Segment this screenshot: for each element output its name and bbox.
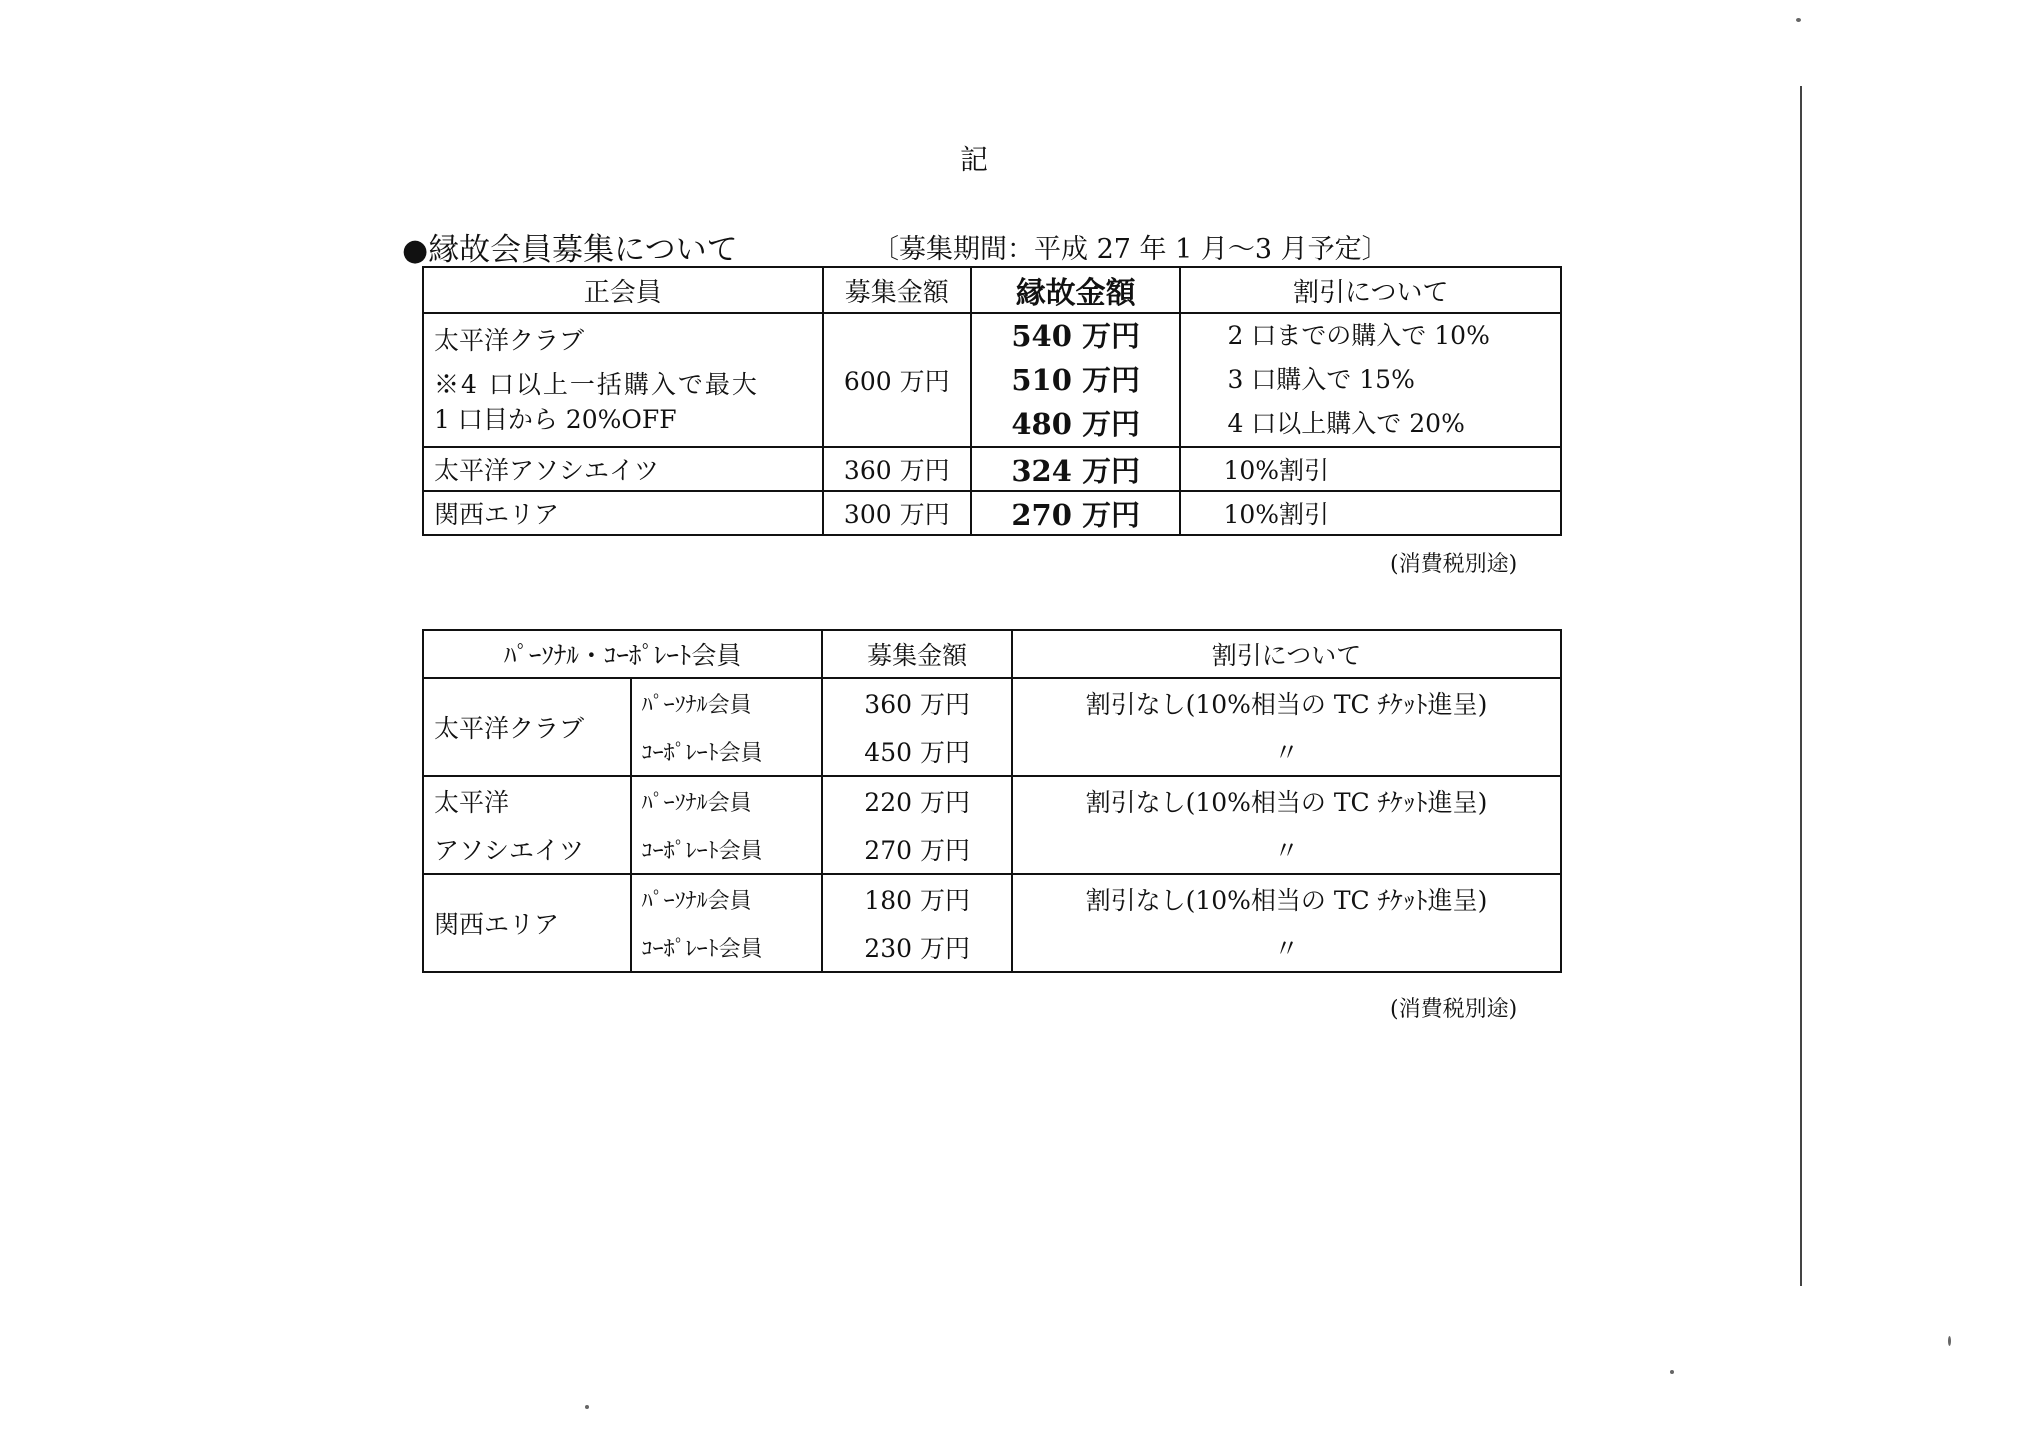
table-row: [423, 313, 1561, 447]
bullet-icon: ●: [402, 233, 429, 268]
table-row: [423, 776, 1561, 825]
member-discount: 割引なし(10%相当の TC ﾁｹｯﾄ進呈): [1012, 776, 1561, 825]
table-header-row: [423, 630, 1561, 678]
member-amount: 270 万円: [971, 491, 1181, 535]
personal-corporate-table: [422, 629, 1562, 973]
club-note: ※4 口以上一括購入で最大: [434, 370, 759, 399]
group-name: アソシエイツ: [423, 825, 631, 874]
recruitment-period: 〔募集期間：平成 27 年 1 月〜3 月予定〕: [872, 234, 1389, 265]
member-type: ﾊﾟｰｿﾅﾙ会員: [631, 678, 823, 727]
tax-note: (消費税別途): [1390, 552, 1518, 577]
member-discount: 10%割引: [1180, 491, 1561, 535]
member-price: 300 万円: [823, 491, 971, 535]
member-price: 230 万円: [822, 923, 1012, 972]
member-type: ｺｰﾎﾟﾚｰﾄ会員: [631, 923, 823, 972]
col-header: 募集金額: [823, 267, 971, 313]
scan-speck: [1796, 18, 1801, 22]
member-discount: 〃: [1012, 923, 1561, 972]
tax-note: (消費税別途): [1390, 997, 1518, 1022]
section-title: [402, 224, 738, 269]
member-amount: 324 万円: [971, 447, 1181, 491]
tier-amount: 540 万円: [1011, 319, 1141, 353]
member-discount: 割引なし(10%相当の TC ﾁｹｯﾄ進呈): [1012, 678, 1561, 727]
col-header: 募集金額: [822, 630, 1012, 678]
tier-discount: 3 口購入で 15%: [1227, 365, 1415, 394]
table-row: [423, 825, 1561, 874]
club-price: 600 万円: [823, 313, 971, 447]
tier-discount: 2 口までの購入で 10%: [1227, 321, 1490, 350]
member-price: 450 万円: [822, 727, 1012, 776]
scan-speck: [1670, 1370, 1674, 1374]
group-name: 関西エリア: [423, 874, 631, 972]
document-heading: 記: [960, 143, 989, 176]
col-header: 正会員: [423, 267, 823, 313]
member-type: ﾊﾟｰｿﾅﾙ会員: [631, 776, 823, 825]
tier-amount: 480 万円: [1011, 407, 1141, 441]
member-price: 360 万円: [822, 678, 1012, 727]
page-edge-rule: [1800, 86, 1802, 1286]
scan-speck: [585, 1405, 589, 1409]
member-discount: 割引なし(10%相当の TC ﾁｹｯﾄ進呈): [1012, 874, 1561, 923]
member-type: ｺｰﾎﾟﾚｰﾄ会員: [631, 727, 823, 776]
tier-amount: 510 万円: [1011, 363, 1141, 397]
col-header: 割引について: [1180, 267, 1561, 313]
tier-discount: 4 口以上購入で 20%: [1227, 409, 1465, 438]
member-price: 360 万円: [823, 447, 971, 491]
member-price: 220 万円: [822, 776, 1012, 825]
club-name: 太平洋クラブ: [434, 326, 585, 355]
table-row: [423, 491, 1561, 535]
member-discount: 〃: [1012, 727, 1561, 776]
member-price: 180 万円: [822, 874, 1012, 923]
table-row: [423, 447, 1561, 491]
col-header: ﾊﾟｰｿﾅﾙ・ｺｰﾎﾟﾚｰﾄ会員: [423, 630, 822, 678]
table-row: [423, 678, 1561, 727]
col-header: 割引について: [1012, 630, 1561, 678]
club-note: 1 口目から 20%OFF: [434, 405, 677, 434]
member-name: 関西エリア: [423, 491, 823, 535]
col-header: 縁故金額: [971, 267, 1181, 313]
member-discount: 10%割引: [1180, 447, 1561, 491]
table-header-row: [423, 267, 1561, 313]
section-title-text: 縁故会員募集について: [428, 232, 738, 268]
member-discount: 〃: [1012, 825, 1561, 874]
member-price: 270 万円: [822, 825, 1012, 874]
member-type: ｺｰﾎﾟﾚｰﾄ会員: [631, 825, 823, 874]
group-name: 太平洋クラブ: [423, 678, 631, 776]
member-name: 太平洋アソシエイツ: [423, 447, 823, 491]
table-row: [423, 874, 1561, 923]
regular-member-table: [422, 266, 1562, 536]
scan-speck: [1948, 1336, 1951, 1346]
member-type: ﾊﾟｰｿﾅﾙ会員: [631, 874, 823, 923]
group-name: 太平洋: [423, 776, 631, 825]
